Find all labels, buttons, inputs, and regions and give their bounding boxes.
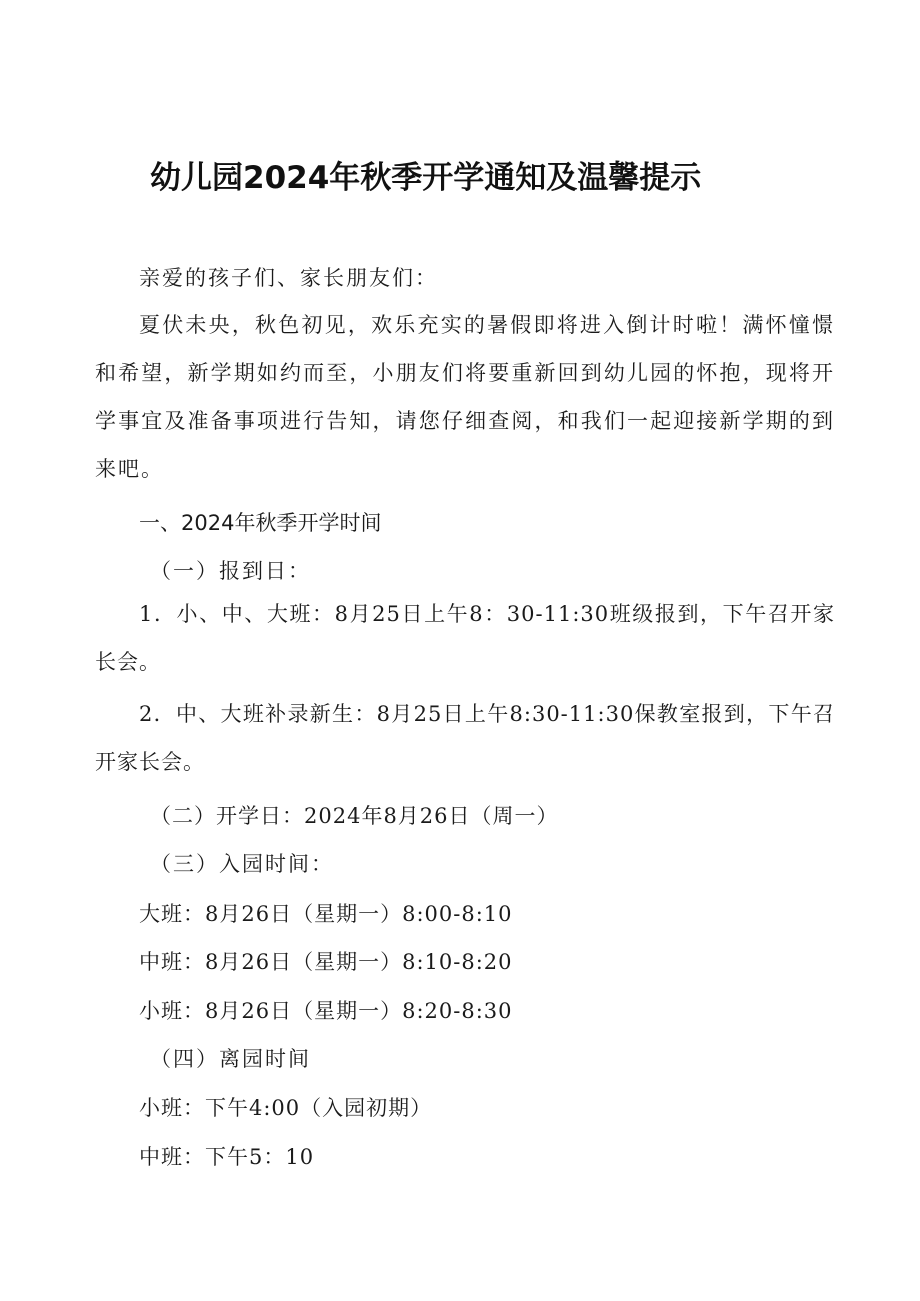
report-item-1: 1．小、中、大班：8月25日上午8：30-11:30班级报到，下午召开家长会。 [95, 602, 835, 674]
departure-row-middle-class: 中班：下午5：10 [139, 1145, 315, 1169]
arrival-row-small-class: 小班：8月26日（星期一）8:20-8:30 [139, 999, 513, 1023]
intro-paragraph: 夏伏未央，秋色初见，欢乐充实的暑假即将进入倒计时啦！满怀憧憬和希望，新学期如约而至，小朋友们将要重新回到幼儿园的怀抱，现将开学事宜及准备事项进行告知，请您仔细查阅，和我们一起迎接新学期的到来吧。 [95, 313, 835, 481]
subheading-report-day: （一）报到日： [150, 559, 311, 583]
section-heading-start-time: 一、2024年秋季开学时间 [139, 511, 382, 535]
subheading-arrival-time: （三）入园时间： [150, 852, 334, 876]
arrival-row-middle-class: 中班：8月26日（星期一）8:10-8:20 [139, 950, 513, 974]
arrival-row-large-class: 大班：8月26日（星期一）8:00-8:10 [139, 902, 513, 926]
report-item-2: 2．中、大班补录新生：8月25日上午8:30-11:30保教室报到，下午召开家长会。 [95, 702, 835, 774]
document-title: 幼儿园2024年秋季开学通知及温馨提示 [150, 160, 702, 196]
greeting-line: 亲爱的孩子们、家长朋友们： [139, 266, 438, 290]
subheading-start-day: （二）开学日：2024年8月26日（周一） [150, 804, 559, 828]
subheading-departure-time: （四）离园时间 [150, 1047, 311, 1071]
departure-row-small-class: 小班：下午4:00（入园初期） [139, 1096, 433, 1120]
